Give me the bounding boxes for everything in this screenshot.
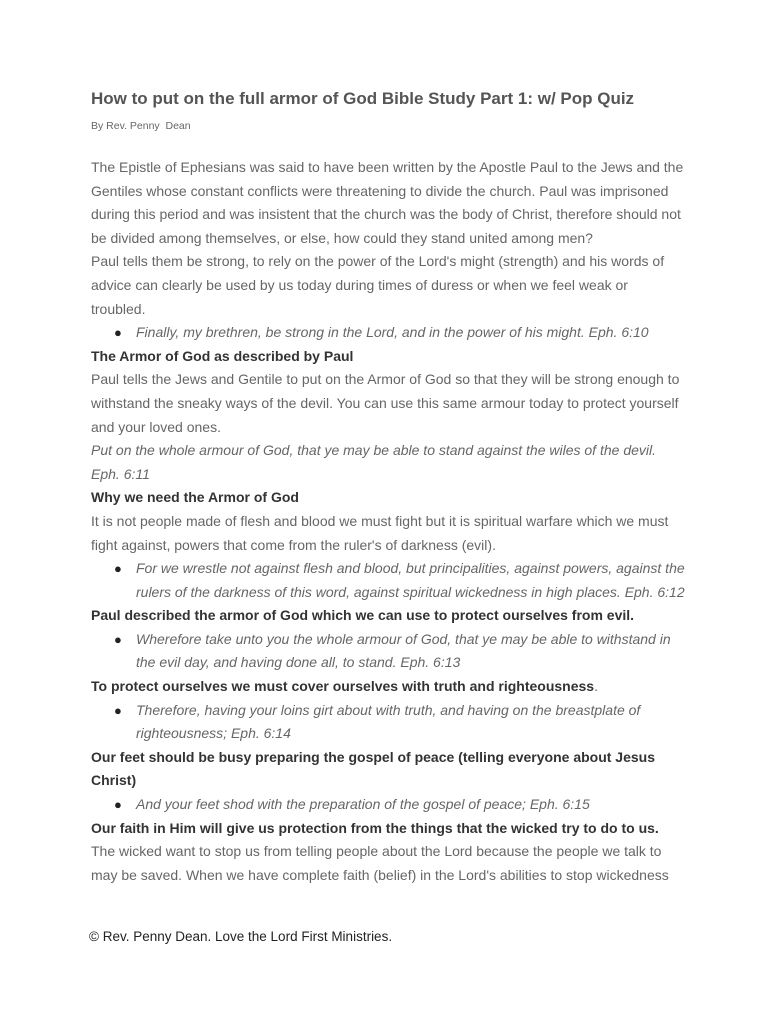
bullet-icon: ● bbox=[114, 631, 122, 647]
bullet-icon: ● bbox=[114, 797, 122, 813]
author-byline: By Rev. Penny Dean bbox=[91, 120, 191, 132]
quote-text: For we wrestle not against flesh and blood, but principalities, against powers, against the rulers of the darkness of this word, against spiritual wickedness in high places. Eph. 6:12 bbox=[136, 560, 685, 600]
heading-why-need: Why we need the Armor of God bbox=[91, 489, 299, 506]
quote-list bbox=[91, 793, 686, 817]
heading-truth-line bbox=[91, 675, 686, 699]
scripture-quote-eph-6-13 bbox=[91, 628, 686, 675]
scripture-quote-eph-6-12 bbox=[91, 557, 686, 604]
scripture-quote-eph-6-11: Put on the whole armour of God, that ye may be able to stand against the wiles of the devil. Eph. 6:11 bbox=[91, 442, 656, 482]
heading-described-protect: Paul described the armor of God which we can use to protect ourselves from evil. bbox=[91, 607, 635, 624]
wicked-paragraph: The wicked want to stop us from telling people about the Lord because the people we talk to may be saved. When we have complete faith (belief) in the Lord's abilities to stop wickedness bbox=[91, 843, 669, 883]
bullet-icon: ● bbox=[114, 561, 122, 577]
heading-armor-described: The Armor of God as described by Paul bbox=[91, 347, 354, 364]
bullet-icon: ● bbox=[114, 702, 122, 718]
heading-feet: Our feet should be busy preparing the gospel of peace (telling everyone about Jesus Christ) bbox=[91, 748, 656, 789]
quote-text: Wherefore take unto you the whole armour of God, that ye may be able to withstand in the evil day, and having done all, to stand. Eph. 6:13 bbox=[136, 630, 671, 671]
quote-text: And your feet shod with the preparation of the gospel of peace; Eph. 6:15 bbox=[136, 796, 590, 813]
intro-paragraph: The Epistle of Ephesians was said to have been written by the Apostle Paul to the Jews and the Gentiles whose constant conflicts were threatening to divide the church. Paul was imprisoned during this period and was insistent that the church was the body of Christ, therefore should not be divided among themselves, or else, how could they stand united among men? bbox=[91, 159, 684, 246]
heading-faith: Our faith in Him will give us protection from the things that the wicked try to do to us. bbox=[91, 819, 659, 836]
quote-list bbox=[91, 628, 686, 675]
heading-truth: To protect ourselves we must cover ourselves with truth and righteousness bbox=[91, 678, 595, 695]
page-title: How to put on the full armor of God Bible Study Part 1: w/ Pop Quiz bbox=[91, 89, 635, 108]
heading-truth-period: . bbox=[594, 678, 598, 695]
scripture-quote-eph-6-15 bbox=[91, 793, 686, 817]
armor-paragraph: Paul tells the Jews and Gentile to put on the Armor of God so that they will be strong enough to withstand the sneaky ways of the devil. You can use this same armour today to protect yourself and your loved ones. bbox=[91, 371, 680, 435]
article-body bbox=[91, 156, 686, 887]
strength-paragraph: Paul tells them be strong, to rely on the power of the Lord's might (strength) and his words of advice can clearly be used by us today during times of duress or when we feel weak or troubled. bbox=[91, 253, 665, 317]
quote-text: Finally, my brethren, be strong in the Lord, and in the power of his might. Eph. 6:10 bbox=[136, 324, 649, 341]
quote-list bbox=[91, 321, 686, 345]
scripture-quote-eph-6-14 bbox=[91, 699, 686, 746]
scripture-quote-eph-6-10 bbox=[91, 321, 686, 345]
why-paragraph: It is not people made of flesh and blood we must fight but it is spiritual warfare which we must fight against, powers that come from the ruler's of darkness (evil). bbox=[91, 512, 669, 553]
bullet-icon: ● bbox=[114, 325, 122, 341]
quote-list bbox=[91, 699, 686, 746]
quote-text: Therefore, having your loins girt about with truth, and having on the breastplate of righteousness; Eph. 6:14 bbox=[136, 701, 641, 742]
quote-list bbox=[91, 557, 686, 604]
copyright-footer: © Rev. Penny Dean. Love the Lord First Ministries. bbox=[89, 929, 393, 944]
